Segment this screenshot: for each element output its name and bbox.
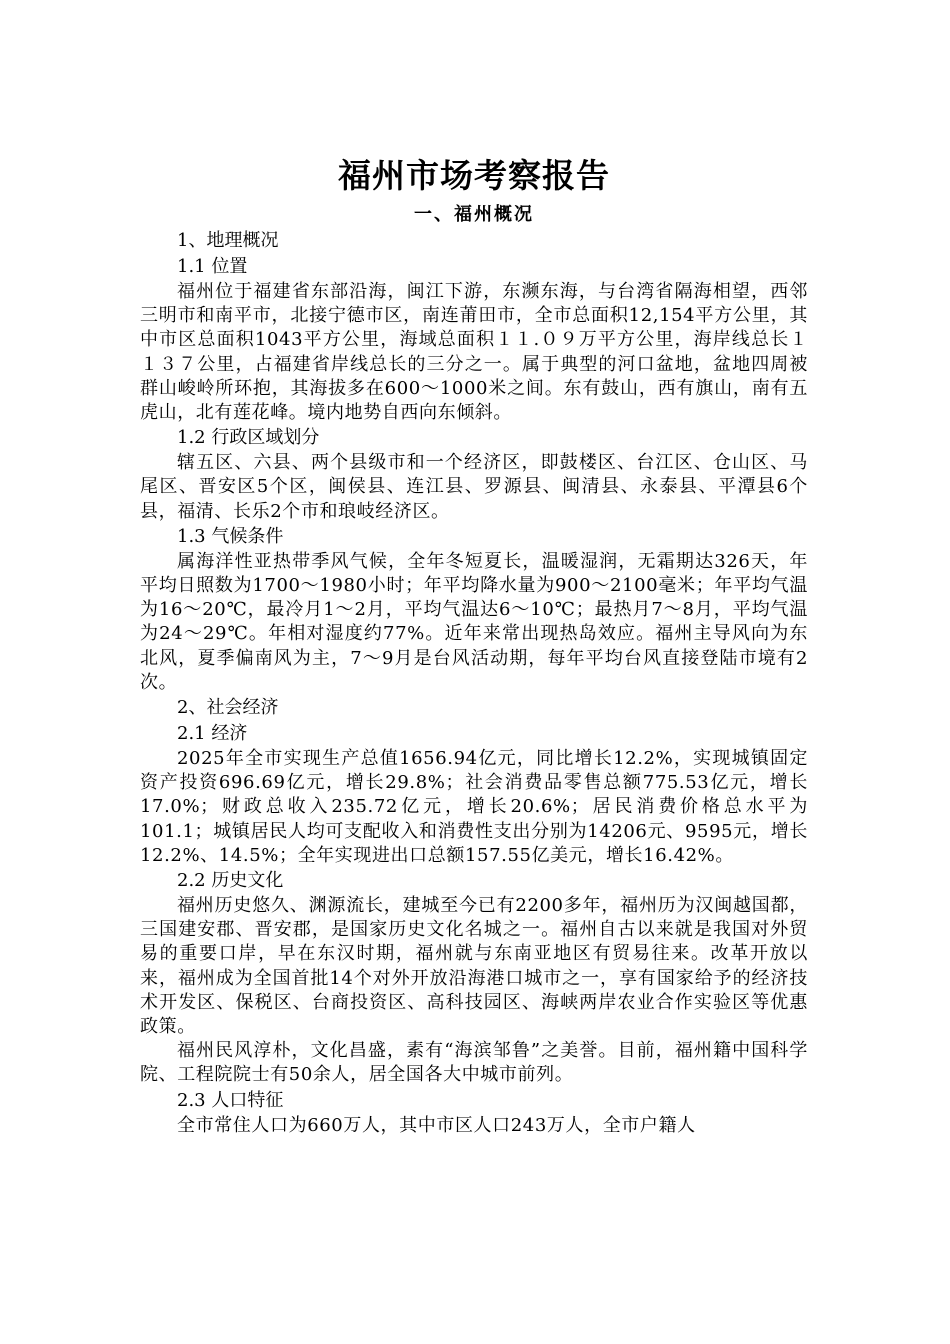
paragraph-economy: 2025年全市实现生产总值1656.94亿元，同比增长12.2%，实现城镇固定资产投资696.69亿元，增长29.8%；社会消费品零售总额775.53亿元，增长17.0%；财政总收入235.72亿元，增长20.6%；居民消费价格总水平为101.1；城镇居民人均可支配收入和消费性支出分别为14206元、9595元，增长12.2%、14.5%；全年实现进出口总额157.55亿美元，增长16.42%。 <box>140 748 808 866</box>
paragraph-administrative-division: 辖五区、六县、两个县级市和一个经济区，即鼓楼区、台江区、仓山区、马尾区、晋安区5个区，闽侯县、连江县、罗源县、闽清县、永泰县、平潭县6个县，福清、长乐2个市和琅岐经济区。 <box>140 452 808 522</box>
heading-geography: 1、地理概况 <box>177 230 279 251</box>
heading-location: 1.1 位置 <box>177 256 248 277</box>
heading-population: 2.3 人口特征 <box>177 1089 284 1111</box>
heading-history-culture: 2.2 历史文化 <box>177 870 284 892</box>
paragraph-climate: 属海洋性亚热带季风气候，全年冬短夏长，温暖湿润，无霜期达326天，年平均日照数为1700～1980小时；年平均降水量为900～2100毫米；年平均气温为16～20℃，最冷月1～2月，平均气温达6～10℃；最热月7～8月，平均气温为24～29℃。年相对湿度约77%。近年来常出现热岛效应。福州主导风向为东北风，夏季偏南风为主，7～9月是台风活动期，每年平均台风直接登陆市境有2次。 <box>140 550 808 693</box>
document-title: 福州市场考察报告 <box>338 156 610 195</box>
document-page <box>140 150 808 1138</box>
heading-administrative-division: 1.2 行政区域划分 <box>177 427 320 449</box>
heading-social-economy: 2、社会经济 <box>177 697 279 719</box>
heading-economy: 2.1 经济 <box>177 723 248 745</box>
section-title: 一、福州概况 <box>414 204 534 225</box>
paragraph-location: 福州位于福建省东部沿海，闽江下游，东濒东海，与台湾省隔海相望，西邻三明市和南平市，北接宁德市区，南连莆田市，全市总面积12,154平方公里，其中市区总面积1043平方公里，海域总面积１１.０９万平方公里，海岸线总长１１３７公里，占福建省岸线总长的三分之一。属于典型的河口盆地，盆地四周被群山峻岭所环抱，其海拔多在600～1000米之间。东有鼓山，西有旗山，南有五虎山，北有莲花峰。境内地势自西向东倾斜。 <box>140 281 808 424</box>
heading-climate: 1.3 气候条件 <box>177 525 284 547</box>
paragraph-population: 全市常住人口为660万人，其中市区人口243万人，全市户籍人 <box>177 1114 696 1136</box>
paragraph-history: 福州历史悠久、渊源流长，建城至今已有2200多年，福州历为汉闽越国都，三国建安郡、晋安郡，是国家历史文化名城之一。福州自古以来就是我国对外贸易的重要口岸，早在东汉时期，福州就与东南亚地区有贸易往来。改革开放以来，福州成为全国首批14个对外开放沿海港口城市之一，享有国家给予的经济技术开发区、保税区、台商投资区、高科技园区、海峡两岸农业合作实验区等优惠政策。 <box>140 895 808 1038</box>
paragraph-culture: 福州民风淳朴，文化昌盛，素有“海滨邹鲁”之美誉。目前，福州籍中国科学院、工程院院士有50余人，居全国各大中城市前列。 <box>140 1040 808 1086</box>
